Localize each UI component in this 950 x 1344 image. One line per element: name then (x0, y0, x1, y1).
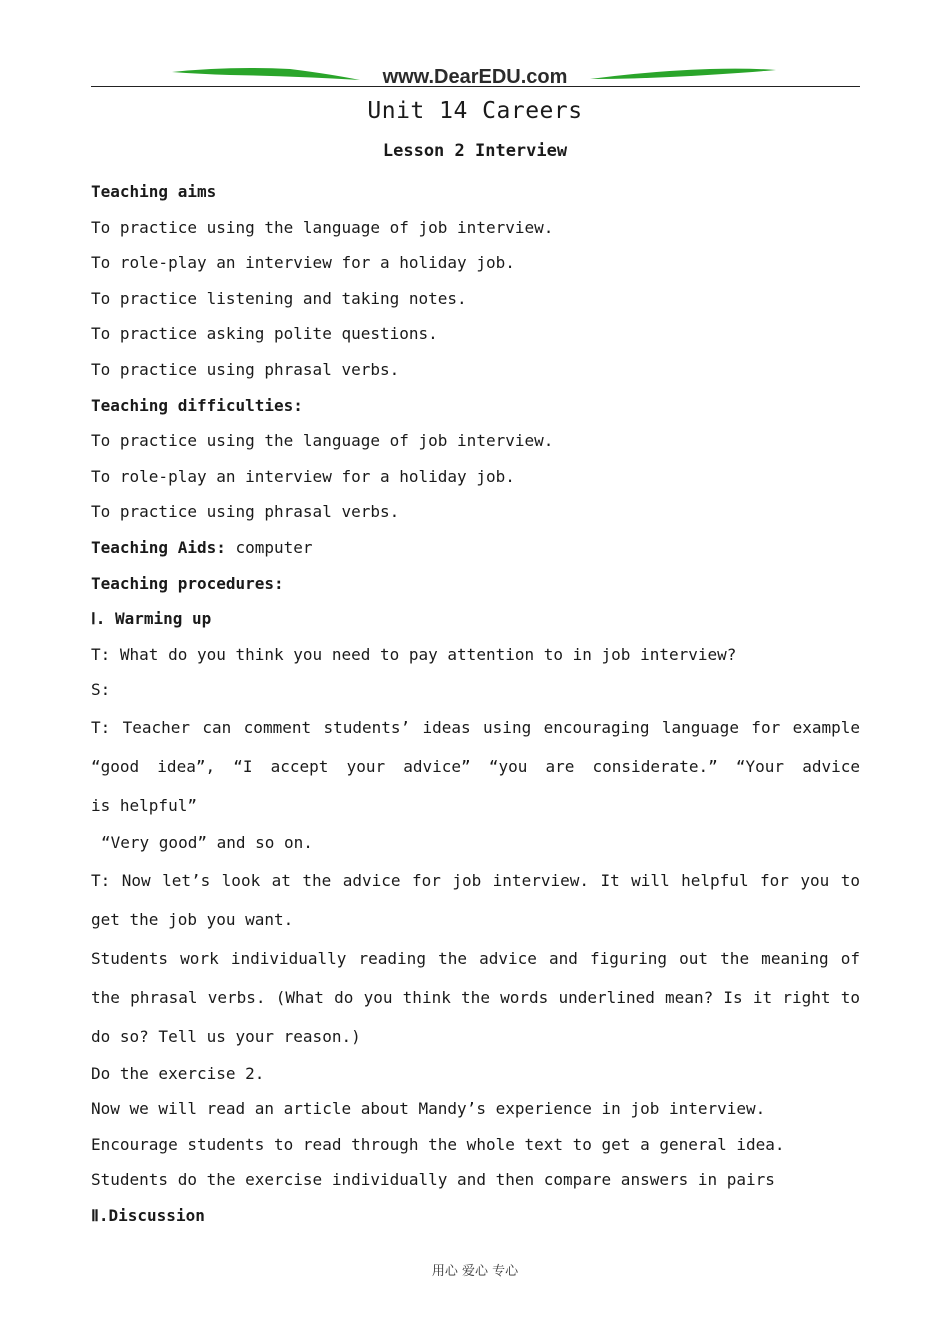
paragraph: S: (91, 680, 111, 700)
document-body (91, 174, 860, 1233)
paragraph-line: the phrasal verbs. (What do you think the words underlined mean? Is it right to (91, 987, 860, 1007)
aim-item: To practice using the language of job interview. (91, 217, 554, 237)
aims-heading: Teaching aims (91, 182, 217, 201)
paragraph-line: Students work individually reading the advice and figuring out the meaning of (91, 948, 860, 968)
paragraph-line: T: Teacher can comment students’ ideas using encouraging language for example (91, 717, 860, 737)
logo-swoosh-left (172, 68, 360, 80)
lesson-subtitle: Lesson 2 Interview (382, 141, 568, 161)
logo-swoosh-right (590, 69, 776, 79)
paragraph: Now we will read an article about Mandy’s experience in job interview. (91, 1099, 766, 1119)
section-discussion-heading: Ⅱ.Discussion (91, 1205, 205, 1225)
header-rule (91, 86, 860, 87)
aids-value: computer (225, 537, 313, 557)
paragraph-line: T: Now let’s look at the advice for job interview. It will helpful for you to (91, 870, 860, 890)
section-warming-up-heading: Ⅰ. Warming up (91, 609, 212, 629)
aim-item: To role-play an interview for a holiday job. (91, 253, 515, 273)
difficulty-item: To practice using phrasal verbs. (91, 502, 400, 522)
aim-item: To practice listening and taking notes. (91, 288, 467, 308)
difficulty-item: To role-play an interview for a holiday job. (91, 466, 515, 486)
logo-text: www.DearEDU.com (382, 66, 568, 88)
paragraph-line: “good idea”, “I accept your advice” “you are considerate.” “Your advice (91, 756, 860, 776)
paragraph-line: get the job you want. (91, 909, 294, 929)
teaching-aids (91, 530, 860, 566)
difficulties-heading: Teaching difficulties: (91, 395, 303, 415)
aim-item: To practice asking polite questions. (91, 324, 438, 344)
difficulty-item: To practice using the language of job interview. (91, 431, 554, 451)
paragraph: Encourage students to read through the whole text to get a general idea. (91, 1134, 785, 1154)
aim-item: To practice using phrasal verbs. (91, 359, 400, 379)
paragraph: T: What do you think you need to pay attention to in job interview? (91, 644, 737, 664)
paragraph: Students do the exercise individually and then compare answers in pairs (91, 1170, 775, 1190)
procedures-heading: Teaching procedures: (91, 573, 284, 593)
aids-label: Teaching Aids: (91, 537, 226, 557)
paragraph-line: is helpful” (91, 795, 197, 815)
paragraph: Do the exercise 2. (91, 1063, 265, 1083)
paragraph: “Very good” and so on. (101, 832, 313, 852)
paragraph-line: do so? Tell us your reason.) (91, 1026, 361, 1046)
page-footer: 用心 爱心 专心 (431, 1264, 519, 1279)
document-title: Unit 14 Careers (367, 98, 583, 124)
